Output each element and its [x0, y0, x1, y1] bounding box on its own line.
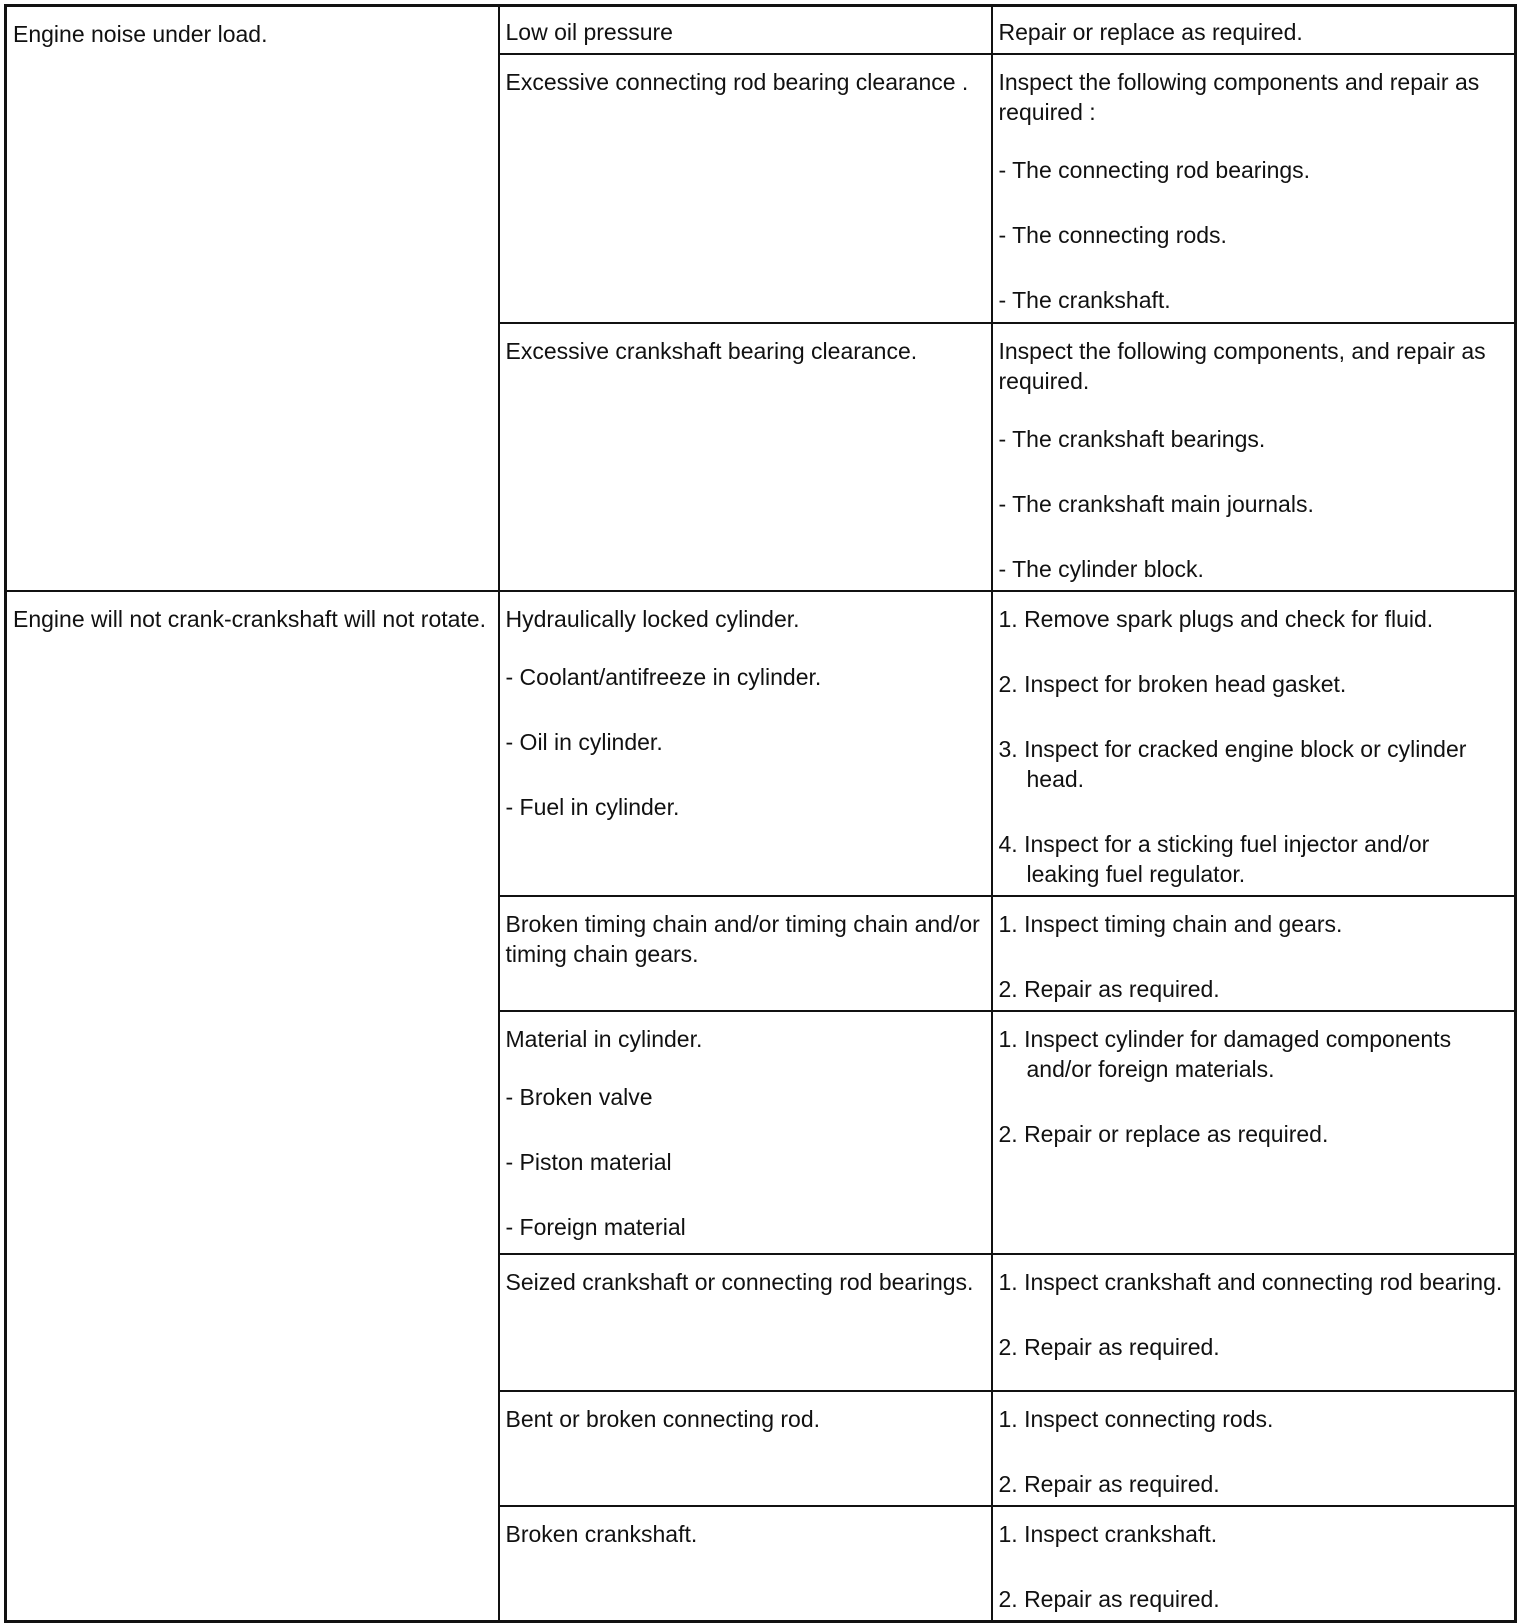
condition-text: Engine will not crank-crankshaft will not rotate. [13, 606, 486, 632]
correction-step: 1. Inspect timing chain and gears. [998, 911, 1343, 937]
correction-cell [992, 54, 1516, 323]
cause-cell [499, 6, 992, 55]
cause-cell [499, 1506, 992, 1622]
correction-item: - The crankshaft. [998, 287, 1171, 313]
condition-cell [6, 6, 499, 592]
cause-item: - Fuel in cylinder. [505, 794, 680, 820]
cause-text: Seized crankshaft or connecting rod bearings. [505, 1269, 974, 1295]
correction-step: 2. Repair as required. [998, 976, 1220, 1002]
correction-step: 3. Inspect for cracked engine block or cylinder head. [998, 736, 1467, 792]
correction-intro: Inspect the following components and repair as required : [998, 69, 1480, 125]
diagnostic-table-frame [4, 4, 1514, 1612]
condition-text: Engine noise under load. [13, 21, 268, 47]
cause-item: - Oil in cylinder. [505, 729, 663, 755]
cause-cell [499, 896, 992, 1011]
cause-text: Low oil pressure [505, 19, 673, 45]
correction-step: 4. Inspect for a sticking fuel injector and/or leaking fuel regulator. [998, 831, 1430, 887]
correction-step: 2. Repair as required. [998, 1334, 1220, 1360]
correction-step: 1. Inspect connecting rods. [998, 1406, 1274, 1432]
correction-step: 1. Inspect crankshaft. [998, 1521, 1218, 1547]
correction-intro: Inspect the following components, and repair as required. [998, 338, 1486, 394]
cause-text: Broken timing chain and/or timing chain and/or timing chain gears. [505, 911, 980, 967]
correction-item: - The cylinder block. [998, 556, 1204, 582]
cause-item: - Broken valve [505, 1084, 653, 1110]
correction-cell [992, 1011, 1516, 1254]
correction-step: 2. Inspect for broken head gasket. [998, 671, 1347, 697]
correction-cell [992, 1254, 1516, 1391]
correction-step: 2. Repair or replace as required. [998, 1121, 1329, 1147]
cause-item: - Piston material [505, 1149, 672, 1175]
cause-text: Hydraulically locked cylinder. [505, 606, 800, 632]
correction-cell [992, 1506, 1516, 1622]
cause-cell [499, 323, 992, 591]
correction-cell [992, 896, 1516, 1011]
condition-cell [6, 591, 499, 1622]
cause-text: Broken crankshaft. [505, 1521, 698, 1547]
cause-text: Excessive crankshaft bearing clearance. [505, 338, 918, 364]
table-row [6, 6, 1516, 55]
correction-cell [992, 591, 1516, 896]
correction-step: 1. Remove spark plugs and check for fluid. [998, 606, 1434, 632]
cause-text: Material in cylinder. [505, 1026, 703, 1052]
diagnostic-table [4, 4, 1517, 1623]
correction-item: - The crankshaft bearings. [998, 426, 1266, 452]
cause-cell [499, 591, 992, 896]
correction-step: 2. Repair as required. [998, 1471, 1220, 1497]
table-row [6, 591, 1516, 896]
cause-text: Excessive connecting rod bearing clearance . [505, 69, 969, 95]
cause-cell [499, 1011, 992, 1254]
correction-cell [992, 323, 1516, 591]
correction-cell [992, 6, 1516, 55]
correction-item: - The connecting rod bearings. [998, 157, 1311, 183]
cause-cell [499, 54, 992, 323]
correction-cell [992, 1391, 1516, 1506]
correction-item: - The connecting rods. [998, 222, 1227, 248]
correction-step: 2. Repair as required. [998, 1586, 1220, 1612]
correction-step: 1. Inspect cylinder for damaged components and/or foreign materials. [998, 1026, 1452, 1082]
cause-item: - Coolant/antifreeze in cylinder. [505, 664, 822, 690]
cause-cell [499, 1254, 992, 1391]
correction-item: - The crankshaft main journals. [998, 491, 1314, 517]
correction-step: 1. Inspect crankshaft and connecting rod bearing. [998, 1269, 1503, 1295]
cause-text: Bent or broken connecting rod. [505, 1406, 821, 1432]
cause-cell [499, 1391, 992, 1506]
correction-text: Repair or replace as required. [998, 19, 1303, 45]
cause-item: - Foreign material [505, 1214, 686, 1240]
